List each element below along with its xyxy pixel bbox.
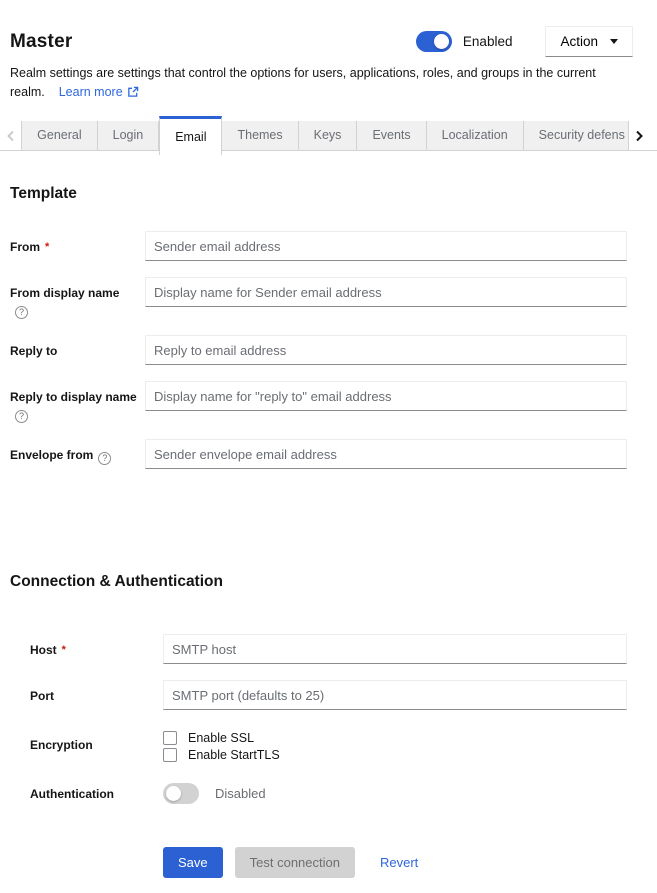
from-label-text: From [10,240,40,254]
tab-login[interactable]: Login [98,121,160,150]
tab-localization[interactable]: Localization [427,121,524,150]
encryption-checkbox-group [163,729,280,762]
enable-starttls-checkbox-item [163,748,280,762]
encryption-label [30,729,163,753]
enable-starttls-label: Enable StartTLS [188,748,280,762]
host-input[interactable] [163,634,627,664]
help-icon[interactable]: ? [15,306,28,319]
external-link-icon [127,85,139,104]
authentication-label-text: Authentication [30,786,114,801]
reply-to-field-row [0,335,657,365]
title-controls [416,26,633,57]
chevron-left-icon [6,130,15,142]
reply-to-label [10,335,145,359]
envelope-from-label [10,439,145,465]
port-input[interactable] [163,680,627,710]
envelope-from-field-row [0,439,657,469]
help-icon[interactable]: ? [98,452,111,465]
connection-section-heading: Connection & Authentication [10,573,223,590]
authentication-field-row [0,783,657,804]
from-display-name-label [10,277,145,319]
save-button[interactable]: Save [163,847,223,878]
host-field-row [0,634,657,664]
from-field-row [0,231,657,261]
chevron-right-icon [635,130,644,142]
action-dropdown-button[interactable] [545,26,633,57]
help-icon[interactable]: ? [15,410,28,423]
from-display-name-label-text: From display name [10,286,120,300]
tab-scroll-left-button[interactable] [0,121,21,150]
tab-scroll-right-button[interactable] [629,121,650,150]
authentication-toggle[interactable] [163,783,199,804]
enabled-toggle-label: Enabled [462,34,513,49]
form-footer-actions [0,847,657,878]
tab-keys[interactable]: Keys [299,121,358,150]
test-connection-button[interactable]: Test connection [235,847,355,878]
realm-description-text: Realm settings are settings that control the options for users, applications, roles, and groups in the current realm. [10,66,596,99]
enabled-toggle[interactable] [416,31,452,52]
title-row [10,26,633,57]
required-asterisk: * [45,241,50,253]
enable-ssl-checkbox-item [163,731,280,745]
realm-settings-tab-bar [0,117,657,151]
enable-starttls-checkbox[interactable] [163,748,177,762]
encryption-field-row [0,729,657,762]
page-title: Master [10,30,73,52]
reply-to-display-name-input[interactable] [145,381,627,411]
encryption-label-text: Encryption [30,738,93,752]
port-label-text: Port [30,689,54,703]
authentication-label [30,786,163,802]
reply-to-display-name-field-row [0,381,657,423]
envelope-from-label-text: Envelope from [10,448,94,462]
toggle-knob-icon [434,34,449,49]
tab-themes[interactable]: Themes [222,121,298,150]
tab-general[interactable]: General [21,121,97,150]
chevron-down-icon [610,39,618,44]
required-asterisk: * [61,644,66,656]
reply-to-display-name-label-text: Reply to display name [10,390,137,404]
toggle-knob-icon [166,786,181,801]
page-header [0,0,657,104]
authentication-state-label: Disabled [215,786,266,801]
enable-ssl-label: Enable SSL [188,731,255,745]
tab-security-defenses[interactable]: Security defens [524,121,629,150]
from-label [10,231,145,256]
tab-events[interactable]: Events [357,121,426,150]
action-dropdown-label: Action [560,34,598,49]
tab-email[interactable]: Email [159,116,222,155]
learn-more-label: Learn more [58,85,123,99]
learn-more-link[interactable] [59,85,139,99]
reply-to-display-name-label [10,381,145,423]
from-display-name-input[interactable] [145,277,627,307]
template-section-heading: Template [10,185,77,202]
host-label-text: Host [30,643,57,657]
reply-to-input[interactable] [145,335,627,365]
revert-button[interactable]: Revert [380,847,418,878]
envelope-from-input[interactable] [145,439,627,469]
host-label [30,634,163,659]
realm-description [10,64,628,104]
reply-to-label-text: Reply to [10,344,58,358]
port-label [30,680,163,704]
port-field-row [0,680,657,710]
from-input[interactable] [145,231,627,261]
from-display-name-field-row [0,277,657,319]
enable-ssl-checkbox[interactable] [163,731,177,745]
